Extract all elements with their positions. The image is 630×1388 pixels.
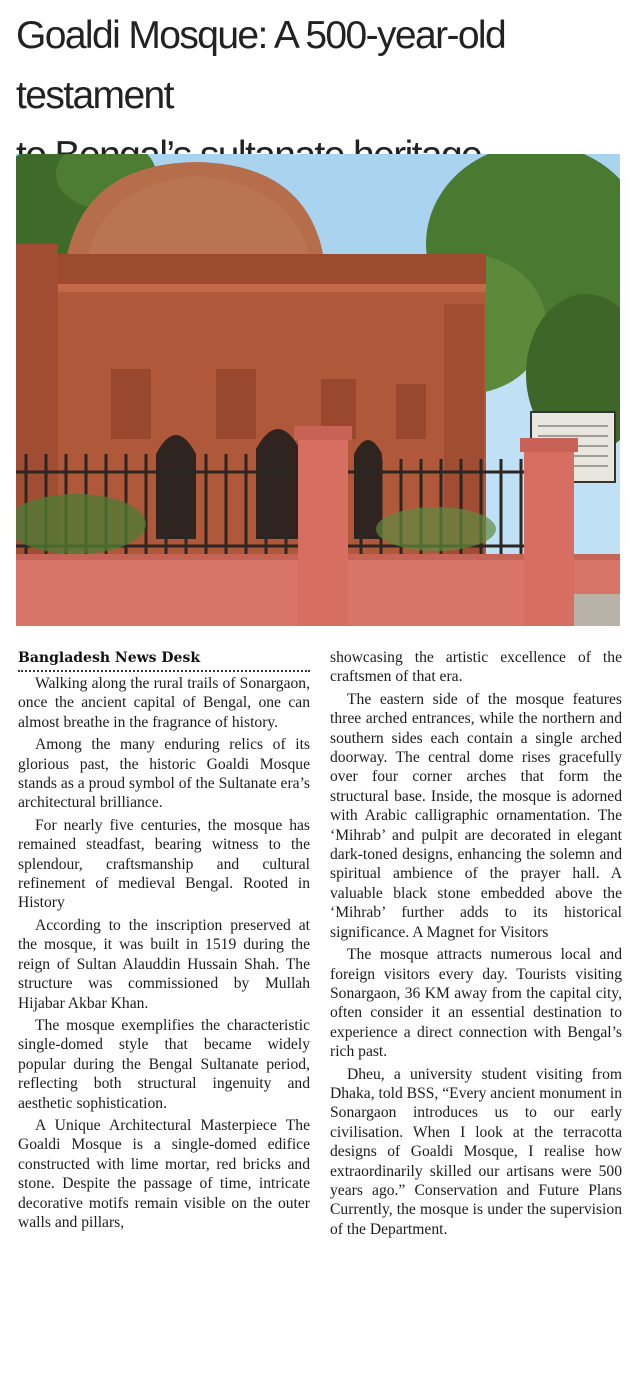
mosque-photo-illustration — [16, 154, 620, 626]
paragraph: Dheu, a university student visiting from Dhaka, told BSS, “Every ancient monument in Sonargaon introduces us to our early civilisation. When I look at the terracotta designs of Goaldi Mosque, I realise how extraordinarily skilled our artisans were 500 years ago.” Conservation and Future Plans Currently, the mosque is under the supervision of the Department. — [330, 1065, 622, 1238]
paragraph: The mosque exemplifies the characteristic single-domed style that became widely popular during the Bengal Sultanate period, reflecting both structural ingenuity and aesthetic sophistication. — [18, 1016, 310, 1112]
paragraph: A Unique Architectural Masterpiece The Goaldi Mosque is a single-domed edifice constructed with lime mortar, red bricks and stone. Despite the passage of time, intricate decorative motifs remain visible on the outer walls and pillars, — [18, 1116, 310, 1231]
article-column-right — [330, 648, 622, 1239]
paragraph: According to the inscription preserved at the mosque, it was built in 1519 during the reign of Sultan Alauddin Hussain Shah. The structure was commissioned by Mullah Hijabar Akbar Khan. — [18, 916, 310, 1012]
paragraph: The mosque attracts numerous local and foreign visitors every day. Tourists visiting Sonargaon, 36 KM away from the capital city, often consider it an essential destination to experience a direct connection with Bengal’s rich past. — [330, 946, 622, 1061]
paragraph: Among the many enduring relics of its glorious past, the historic Goaldi Mosque stands as a proud symbol of the Sultanate era’s architectural brilliance. — [18, 736, 310, 812]
byline: Bangladesh News Desk — [18, 648, 310, 672]
paragraph: Walking along the rural trails of Sonargaon, once the ancient capital of Bengal, one can almost breathe in the fragrance of history. — [18, 675, 310, 731]
paragraph: showcasing the artistic excellence of the craftsmen of that era. — [330, 649, 622, 686]
article-column-left — [18, 648, 310, 1232]
headline-line-1: Goaldi Mosque: A 500-year-old testament — [16, 14, 506, 117]
paragraph: The eastern side of the mosque features three arched entrances, while the northern and southern sides each contain a single arched doorway. The central dome rises gracefully over four corner arches that form the structural base. Inside, the mosque is adorned with Arabic calligraphic ornamentation. The ‘Mihrab’ and pulpit are decorated in elegant dark-toned designs, enhancing the solemn and spiritual ambience of the prayer hall. A valuable black stone embedded above the ‘Mihrab’ further adds to its historical significance. A Magnet for Visitors — [330, 690, 622, 941]
mosque-photo — [16, 154, 620, 626]
paragraph: For nearly five centuries, the mosque has remained steadfast, bearing witness to the splendour, craftsmanship and cultural refinement of medieval Bengal. Rooted in History — [18, 816, 310, 912]
